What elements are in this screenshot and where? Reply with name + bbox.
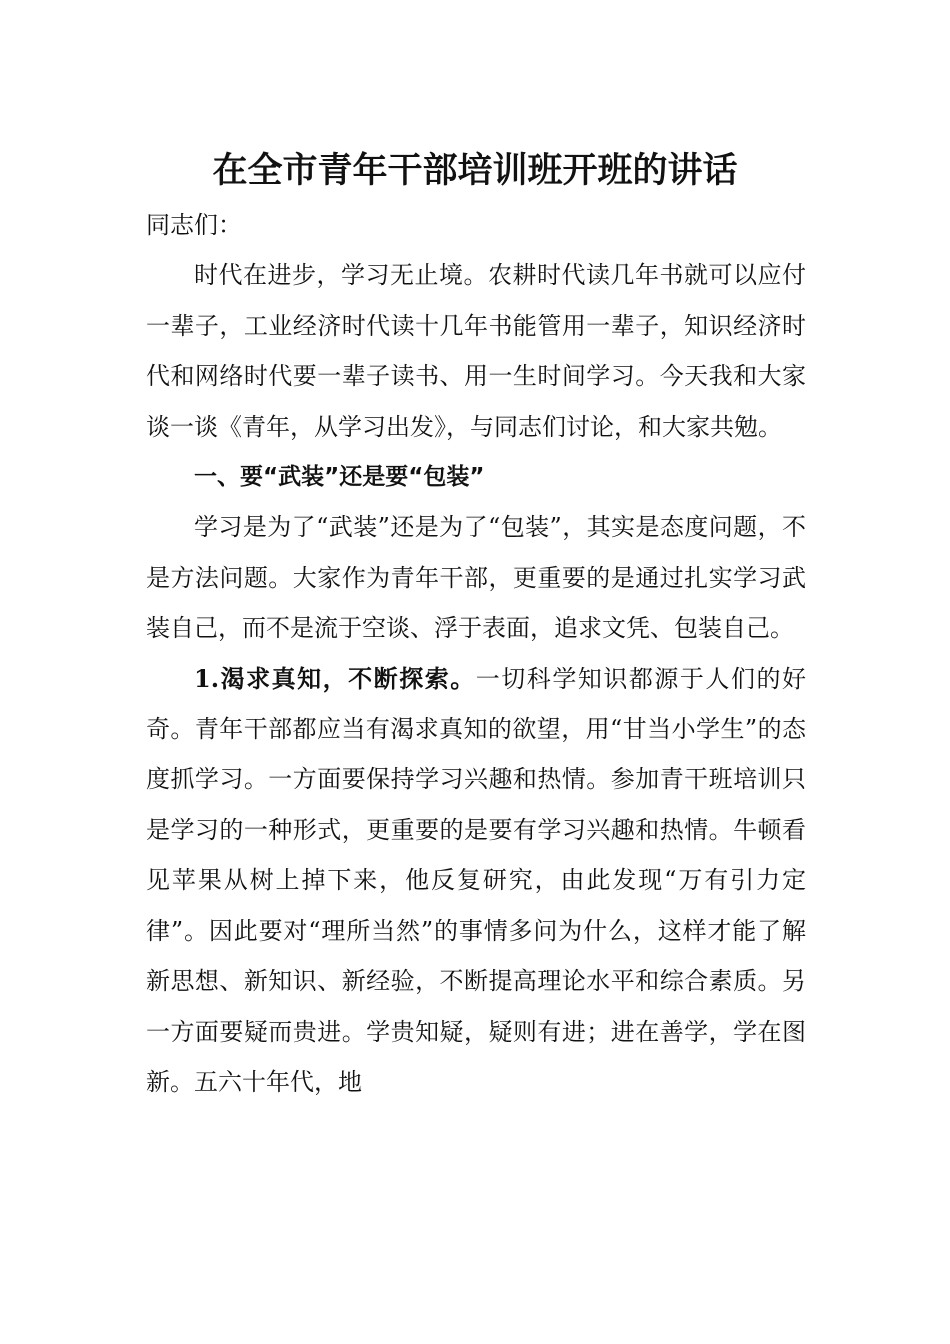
document-title: 在全市青年干部培训班开班的讲话	[212, 151, 738, 192]
document-body	[146, 200, 806, 1107]
point-text: 一切科学知识都源于人们的好奇。青年干部都应当有渴求真知的欲望，用“甘当小学生”的态度抓学习。一方面要保持学习兴趣和热情。参加青干班培训只是学习的一种形式，更重要的是要有学习兴趣和热情。牛顿看见苹果从树上掉下来，他反复研究，由此发现“万有引力定律”。因此要对“理所当然”的事情多问为什么，这样才能了解新思想、新知识、新经验，不断提高理论水平和综合素质。另一方面要疑而贵进。学贵知疑，疑则有进；进在善学，学在图新。五六十年代，地	[146, 664, 806, 1096]
intro-paragraph: 时代在进步，学习无止境。农耕时代读几年书就可以应付一辈子，工业经济时代读十几年书能管用一辈子，知识经济时代和网络时代要一辈子读书、用一生时间学习。今天我和大家谈一谈《青年，从学习出发》，与同志们讨论，和大家共勉。	[146, 261, 806, 441]
section-heading: 一、要“武装”还是要“包装”	[194, 464, 485, 491]
section-paragraph: 学习是为了“武装”还是为了“包装”，其实是态度问题，不是方法问题。大家作为青年干部，更重要的是通过扎实学习武装自己，而不是流于空谈、浮于表面，追求文凭、包装自己。	[146, 513, 806, 643]
point-paragraph	[146, 654, 806, 1108]
point-lead: 1.渴求真知，不断探索。	[194, 663, 476, 693]
salutation: 同志们：	[146, 211, 242, 239]
